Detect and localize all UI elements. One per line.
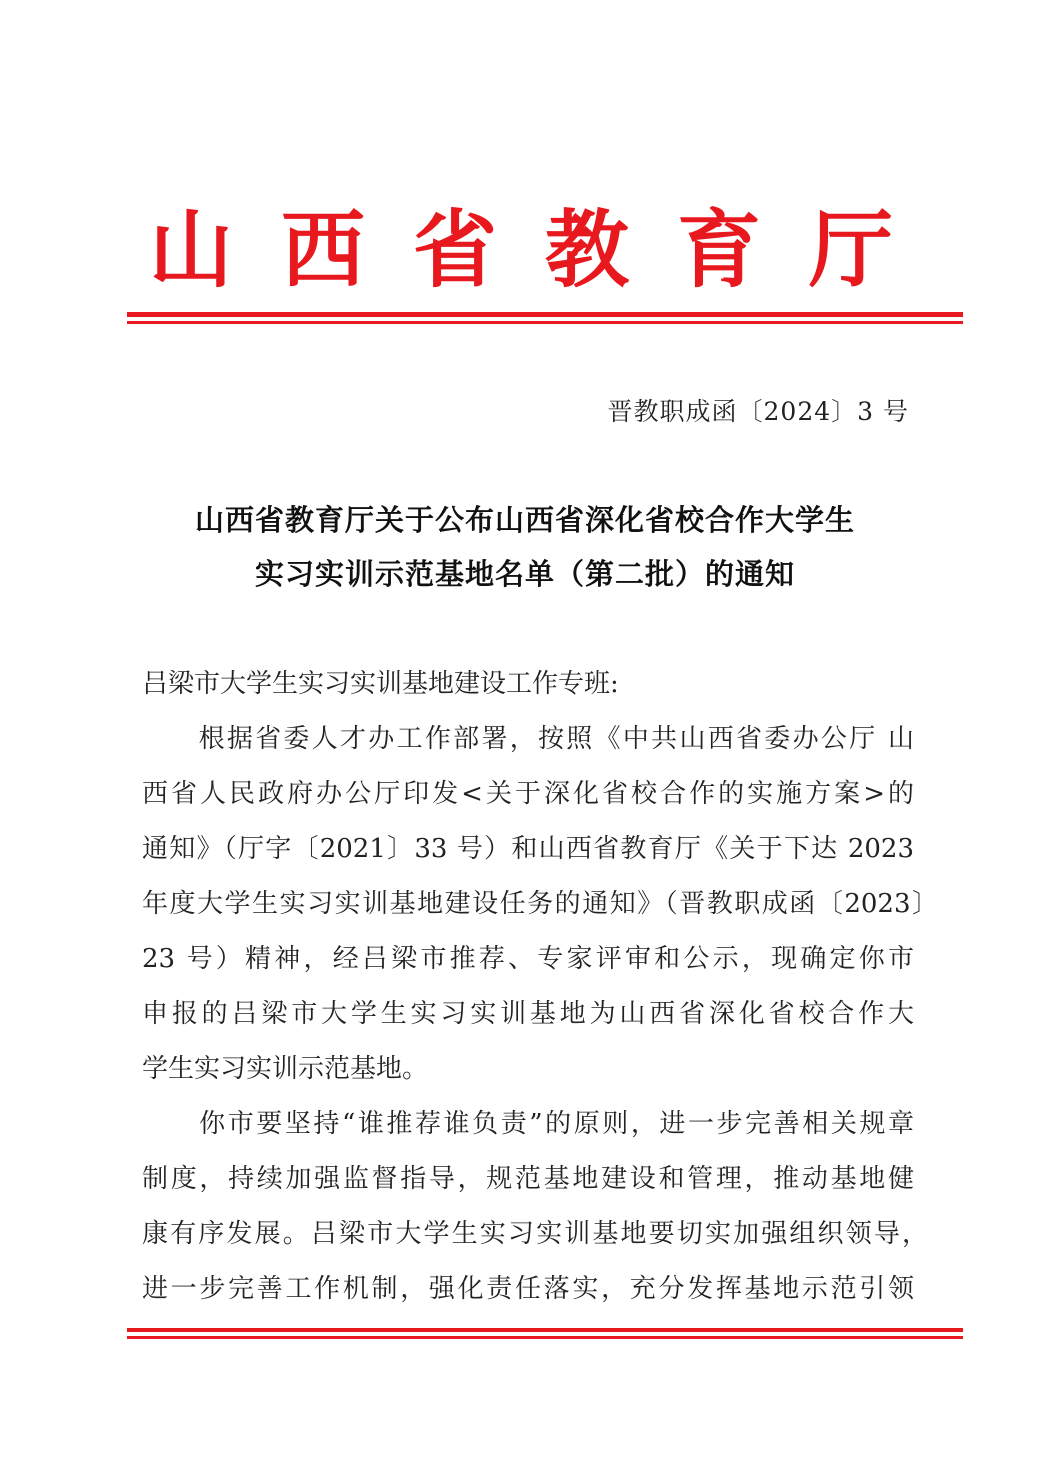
footer-red-rule-thin [127, 1336, 963, 1339]
paragraph-1-line: 年度大学生实习实训基地建设任务的通知》（晋教职成函〔2023〕 [142, 889, 938, 919]
document-number: 晋教职成函〔2024〕3 号 [607, 397, 909, 426]
paragraph-2-line: 制度，持续加强监督指导，规范基地建设和管理，推动基地健 [142, 1164, 914, 1194]
paragraph-1-line: 西省人民政府办公厅印发<关于深化省校合作的实施方案>的 [142, 779, 914, 809]
paragraph-2-line: 你市要坚持“谁推荐谁负责”的原则，进一步完善相关规章 [142, 1109, 914, 1139]
salutation: 吕梁市大学生实习实训基地建设工作专班: [142, 669, 619, 699]
paragraph-2-line: 进一步完善工作机制，强化责任落实，充分发挥基地示范引领 [142, 1274, 914, 1304]
paragraph-1-line: 23 号）精神，经吕梁市推荐、专家评审和公示，现确定你市 [142, 944, 914, 974]
paragraph-2-line: 康有序发展。吕梁市大学生实习实训基地要切实加强组织领导， [142, 1219, 928, 1249]
masthead-red-rule-thick [127, 312, 963, 317]
paragraph-1-line: 通知》（厅字〔2021〕33 号）和山西省教育厅《关于下达 2023 [142, 834, 914, 864]
paragraph-1-line: 根据省委人才办工作部署，按照《中共山西省委办公厅 山 [142, 724, 914, 754]
footer-red-rule-thick [127, 1328, 963, 1332]
paragraph-1-line: 申报的吕梁市大学生实习实训基地为山西省深化省校合作大 [142, 999, 914, 1029]
masthead-red-rule-thin [127, 321, 963, 324]
paragraph-1-line: 学生实习实训示范基地。 [142, 1054, 429, 1084]
document-title-line-1: 山西省教育厅关于公布山西省深化省校合作大学生 [194, 503, 855, 537]
document-title-line-2: 实习实训示范基地名单（第二批）的通知 [254, 557, 795, 591]
agency-masthead: 山西省教育厅 [148, 200, 941, 299]
